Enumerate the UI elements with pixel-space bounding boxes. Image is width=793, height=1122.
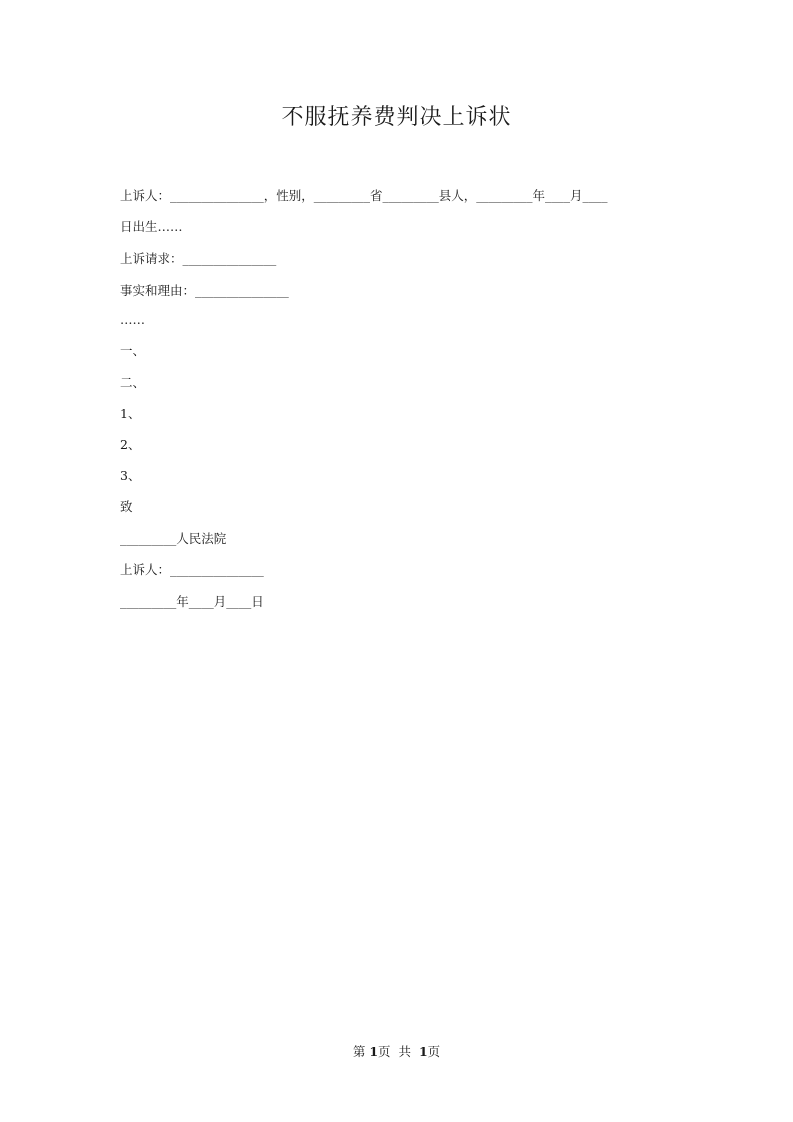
footer-middle: 页 共 <box>378 1044 419 1059</box>
footer-suffix: 页 <box>427 1044 441 1059</box>
footer-page-current: 1 <box>369 1044 379 1059</box>
document-title: 不服抚养费判决上诉状 <box>281 105 512 130</box>
appeal-request-line: 上诉请求：_______________ <box>120 251 277 266</box>
ellipsis-line: …… <box>120 312 145 327</box>
numbered-item-1: 1、 <box>120 406 141 421</box>
footer-prefix: 第 <box>352 1044 370 1059</box>
court-line: _________人民法院 <box>120 531 227 546</box>
page-footer <box>0 1042 793 1060</box>
salutation-line: 致 <box>120 499 133 514</box>
numbered-item-2: 2、 <box>120 437 141 452</box>
birth-date-line: 日出生…… <box>120 219 183 234</box>
facts-reasons-line: 事实和理由：_______________ <box>120 283 289 298</box>
date-line: _________年____月____日 <box>120 594 264 609</box>
signature-line: 上诉人：_______________ <box>120 562 264 577</box>
list-item-two: 二、 <box>120 375 146 390</box>
list-item-one: 一、 <box>120 343 146 358</box>
numbered-item-3: 3、 <box>120 468 141 483</box>
footer-page-total: 1 <box>418 1044 428 1059</box>
appellant-info-line: 上诉人：_______________，性别，_________省_________县人，_________年____月____ <box>120 188 608 203</box>
